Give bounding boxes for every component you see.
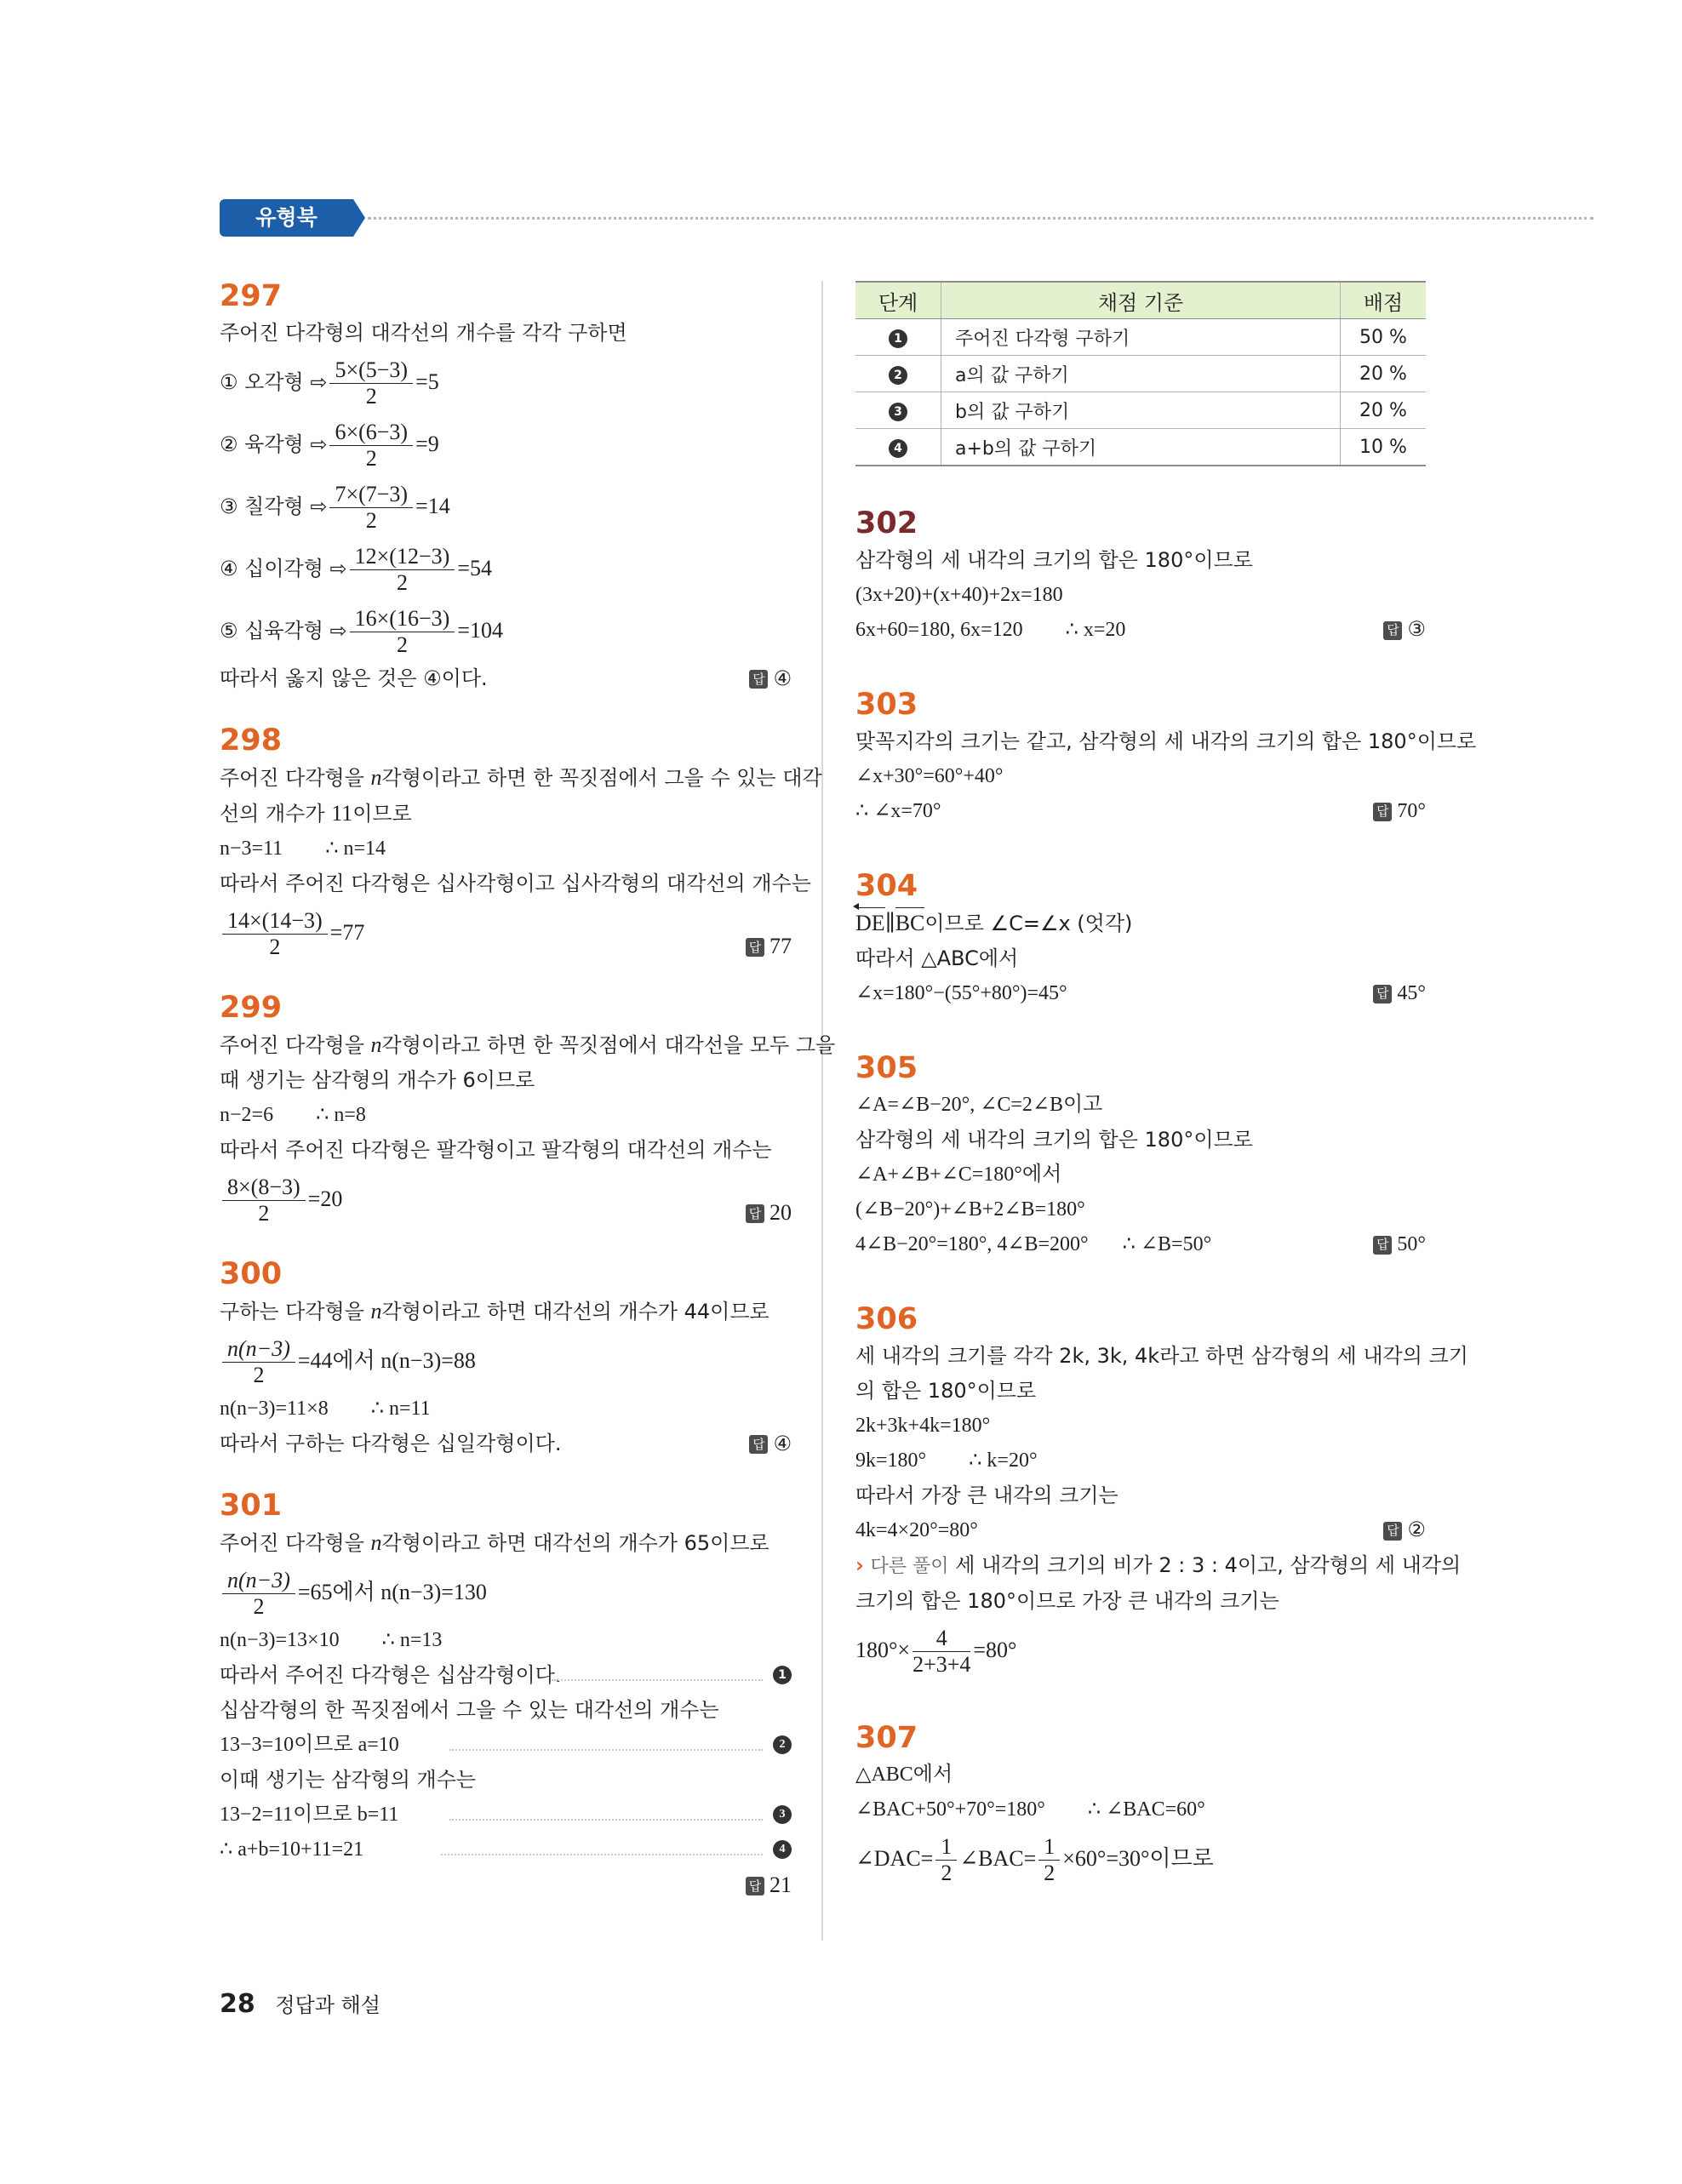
p297-option-row — [220, 537, 792, 599]
p300-answer: 답 ④ — [749, 1426, 792, 1461]
option-label: ⑤ 십육각형 ⇨ — [220, 619, 347, 643]
p298-fraction: $\frac{14\times(14-3)}{2}$ — [222, 910, 328, 958]
p299-fraction: $\frac{8\times(8-3)}{2}$ — [222, 1176, 306, 1225]
p307-line3: ∠DAC= $\frac{1}{2}$ ∠BAC= $\frac{1}{2}$ ×60°=30°이므로 — [855, 1833, 1214, 1885]
answer-icon: 답 — [749, 1435, 768, 1454]
criterion-cell: a+b의 값 구하기 — [941, 429, 1341, 466]
p302-line3: 6x+60=180, 6x=120 ∴ x=20 답 ③ — [855, 613, 1426, 648]
answer-icon: 답 — [746, 1877, 764, 1895]
p299-formula: $\frac{8\times(8-3)}{2}$ =20 답 20 — [220, 1168, 792, 1230]
leader-dots — [552, 1679, 763, 1681]
p298-line1: 주어진 다각형을 n각형이라고 하면 한 꼭짓점에서 그을 수 있는 대각 — [220, 765, 822, 790]
col-header-criterion: 채점 기준 — [941, 282, 1341, 319]
p300-formula: $\frac{n(n-3)}{2}$ =44에서 n(n−3)=88 — [220, 1329, 792, 1392]
step-cell — [855, 319, 941, 356]
p299-line3: n−2=6 ∴ n=8 — [220, 1104, 366, 1126]
problem-number-303: 303 — [855, 688, 918, 722]
p305-line2: 삼각형의 세 내각의 크기의 합은 180°이므로 — [855, 1128, 1253, 1152]
page-footer — [220, 1988, 380, 2019]
step-number-icon: 4 — [889, 439, 907, 458]
p300-line4: 따라서 구하는 다각형은 십일각형이다. 답 ④ — [220, 1426, 792, 1461]
p299-answer: 답 20 — [746, 1181, 792, 1244]
criterion-cell: b의 값 구하기 — [941, 392, 1341, 429]
p301-answer: 답 21 — [746, 1867, 792, 1903]
step-number-icon: 3 — [889, 403, 907, 421]
p299-line2: 때 생기는 삼각형의 개수가 6이므로 — [220, 1068, 535, 1092]
p304-answer: 답 45° — [1373, 976, 1426, 1011]
p301-line5: 십삼각형의 한 꼭짓점에서 그을 수 있는 대각선의 개수는 — [220, 1698, 719, 1722]
p307-fraction-2: $\frac{1}{2}$ — [1038, 1836, 1060, 1884]
p306-answer: 답 ② — [1383, 1513, 1426, 1548]
p306-alt-line1: › 다른 풀이 세 내각의 크기의 비가 2 : 3 : 4이고, 삼각형의 세 내각의 — [855, 1553, 1462, 1577]
p306-line4: 9k=180° ∴ k=20° — [855, 1449, 1038, 1472]
option-fraction: $\frac{7\times(7-3)}{2}$ — [329, 483, 413, 532]
problem-number-297: 297 — [220, 279, 283, 313]
p299-line1: 주어진 다각형을 n각형이라고 하면 한 꼭짓점에서 대각선을 모두 그을 — [220, 1032, 836, 1057]
step-3-icon: 3 — [773, 1805, 792, 1824]
p301-line6: 13−3=10이므로 a=10 2 — [220, 1728, 792, 1763]
p306-fraction: $\frac{4}{2+3+4}$ — [913, 1625, 971, 1677]
page-number: 28 — [220, 1989, 255, 2019]
book-title: 정답과 해설 — [275, 1993, 380, 2017]
answer-icon: 답 — [1373, 1236, 1392, 1255]
step-cell — [855, 356, 941, 392]
answer-icon: 답 — [1383, 621, 1402, 640]
problem-number-299: 299 — [220, 991, 283, 1025]
p298-line3: n−3=11 ∴ n=14 — [220, 838, 386, 860]
p306-alt-formula: 180°× $\frac{4}{2+3+4}$ =80° — [855, 1625, 1017, 1677]
p307-line2: ∠BAC+50°+70°=180° ∴ ∠BAC=60° — [855, 1798, 1205, 1821]
problem-number-302: 302 — [855, 506, 918, 540]
problem-number-300: 300 — [220, 1257, 283, 1291]
score-cell: 50 % — [1341, 319, 1427, 356]
col-header-score: 배점 — [1341, 282, 1427, 319]
p297-answer — [749, 661, 792, 696]
p301-line1: 주어진 다각형을 n각형이라고 하면 대각선의 개수가 65이므로 — [220, 1530, 769, 1555]
option-result: =104 — [457, 618, 503, 643]
p300-line1: 구하는 다각형을 n각형이라고 하면 대각선의 개수가 44이므로 — [220, 1299, 769, 1324]
p302-answer: 답 ③ — [1383, 613, 1426, 648]
scoring-table-row — [855, 429, 1426, 466]
problem-number-306: 306 — [855, 1302, 918, 1336]
step-number-icon: 2 — [889, 366, 907, 385]
p306-line3: 2k+3k+4k=180° — [855, 1415, 991, 1437]
p301-formula: $\frac{n(n-3)}{2}$ =65에서 n(n−3)=130 — [220, 1561, 792, 1623]
p298-answer: 답 77 — [746, 915, 792, 978]
p301-line9: ∴ a+b=10+11=21 4 — [220, 1832, 792, 1867]
p305-line1: ∠A=∠B−20°, ∠C=2∠B이고 — [855, 1094, 1103, 1116]
option-result: =5 — [415, 369, 439, 394]
left-column — [220, 277, 836, 1902]
p297-answer-value: ④ — [773, 666, 792, 690]
step-4-icon: 4 — [773, 1840, 792, 1859]
scoring-table-row — [855, 319, 1426, 356]
p298-formula: $\frac{14\times(14-3)}{2}$ =77 답 77 — [220, 901, 792, 963]
problem-number-301: 301 — [220, 1489, 283, 1523]
header-divider — [368, 217, 1593, 220]
p298-line2: 선의 개수가 11이므로 — [220, 801, 412, 826]
option-label: ④ 십이각형 ⇨ — [220, 557, 347, 580]
p306-line2: 의 합은 180°이므로 — [855, 1379, 1037, 1403]
alt-solution-label: 다른 풀이 — [870, 1556, 949, 1577]
section-tag: 유형북 — [220, 199, 353, 237]
p297-option-row — [220, 413, 792, 475]
score-cell: 20 % — [1341, 392, 1427, 429]
p303-line3: ∴ ∠x=70° 답 70° — [855, 794, 1426, 829]
p299-line4: 따라서 주어진 다각형은 팔각형이고 팔각형의 대각선의 개수는 — [220, 1138, 772, 1162]
scoring-table — [855, 281, 1426, 466]
option-label: ① 오각형 ⇨ — [220, 370, 328, 394]
segment-bc: BC — [895, 906, 925, 940]
p297-option-row — [220, 351, 792, 413]
option-fraction: $\frac{12\times(12-3)}{2}$ — [350, 546, 455, 594]
p305-line3: ∠A+∠B+∠C=180°에서 — [855, 1163, 1062, 1186]
option-result: =14 — [415, 494, 450, 518]
p297-options — [220, 351, 792, 661]
p300-fraction: $\frac{n(n-3)}{2}$ — [222, 1338, 295, 1386]
p301-line4: 따라서 주어진 다각형은 십삼각형이다. 1 — [220, 1658, 792, 1693]
p298-line4: 따라서 주어진 다각형은 십사각형이고 십사각형의 대각선의 개수는 — [220, 872, 811, 895]
p297-conclusion — [220, 661, 792, 696]
p301-line3: n(n−3)=13×10 ∴ n=13 — [220, 1629, 443, 1651]
option-result: =9 — [415, 432, 439, 456]
problem-number-305: 305 — [855, 1051, 918, 1085]
option-label: ③ 칠각형 ⇨ — [220, 495, 328, 518]
step-1-icon: 1 — [773, 1666, 792, 1684]
leader-dots — [449, 1749, 763, 1751]
line-de: DE — [855, 906, 885, 940]
leader-dots — [449, 1819, 763, 1821]
option-result: =54 — [457, 556, 492, 580]
criterion-cell: 주어진 다각형 구하기 — [941, 319, 1341, 356]
option-fraction: $\frac{16\times(16-3)}{2}$ — [350, 608, 455, 656]
p303-answer: 답 70° — [1373, 794, 1426, 829]
step-cell — [855, 429, 941, 466]
p301-fraction: $\frac{n(n-3)}{2}$ — [222, 1569, 295, 1618]
p304-line3: ∠x=180°−(55°+80°)=45° 답 45° — [855, 976, 1426, 1011]
p306-line1: 세 내각의 크기를 각각 2k, 3k, 4k라고 하면 삼각형의 세 내각의 크기 — [855, 1344, 1468, 1368]
p303-line1: 맞꼭지각의 크기는 같고, 삼각형의 세 내각의 크기의 합은 180°이므로 — [855, 729, 1477, 753]
p301-line7: 이때 생기는 삼각형의 개수는 — [220, 1768, 477, 1792]
scoring-table-header — [855, 282, 1426, 319]
p301-line8: 13−2=11이므로 b=11 3 — [220, 1798, 792, 1832]
p306-line6: 4k=4×20°=80° 답 ② — [855, 1513, 1426, 1548]
answer-icon: 답 — [1383, 1522, 1402, 1541]
p297-option-row — [220, 475, 792, 537]
criterion-cell: a의 값 구하기 — [941, 356, 1341, 392]
option-fraction: $\frac{5\times(5-3)}{2}$ — [329, 359, 413, 408]
p306-alt-line2: 크기의 합은 180°이므로 가장 큰 내각의 크기는 — [855, 1589, 1279, 1613]
p301-answer-line — [220, 1867, 792, 1902]
problem-number-304: 304 — [855, 869, 918, 903]
scoring-table-row — [855, 392, 1426, 429]
p307-fraction-1: $\frac{1}{2}$ — [935, 1836, 957, 1884]
option-label: ② 육각형 ⇨ — [220, 432, 328, 456]
answer-icon: 답 — [1373, 803, 1392, 821]
p307-line1: △ABC에서 — [855, 1764, 953, 1786]
score-cell: 20 % — [1341, 356, 1427, 392]
scoring-table-row — [855, 356, 1426, 392]
p305-answer: 답 50° — [1373, 1227, 1426, 1262]
option-fraction: $\frac{6\times(6-3)}{2}$ — [329, 421, 413, 470]
step-number-icon: 1 — [889, 329, 907, 348]
right-column — [855, 277, 1477, 1890]
p306-line5: 따라서 가장 큰 내각의 크기는 — [855, 1484, 1118, 1507]
p302-line1: 삼각형의 세 내각의 크기의 합은 180°이므로 — [855, 548, 1253, 572]
p297-intro: 주어진 다각형의 대각선의 개수를 각각 구하면 — [220, 321, 627, 345]
p300-line3: n(n−3)=11×8 ∴ n=11 — [220, 1398, 431, 1420]
answer-icon: 답 — [1373, 985, 1392, 1003]
problem-number-307: 307 — [855, 1721, 918, 1755]
leader-dots — [441, 1854, 763, 1855]
col-header-step: 단계 — [855, 282, 941, 319]
column-divider — [821, 281, 823, 1941]
p305-line4: (∠B−20°)+∠B+2∠B=180° — [855, 1198, 1085, 1221]
score-cell: 10 % — [1341, 429, 1427, 466]
p305-line5: 4∠B−20°=180°, 4∠B=200° ∴ ∠B=50° 답 50° — [855, 1227, 1426, 1262]
p297-conclusion-text: 따라서 옳지 않은 것은 ④이다. — [220, 666, 488, 690]
p302-line2: (3x+20)+(x+40)+2x=180 — [855, 584, 1063, 606]
p304-line1: DE∥BC이므로 ∠C=∠x (엇각) — [855, 906, 1426, 941]
chevron-right-icon: › — [855, 1553, 864, 1577]
answer-icon: 답 — [749, 670, 768, 689]
answer-icon: 답 — [746, 938, 764, 957]
answer-icon: 답 — [746, 1204, 764, 1223]
p304-line2: 따라서 △ABC에서 — [855, 946, 1019, 970]
step-cell — [855, 392, 941, 429]
problem-number-298: 298 — [220, 723, 283, 758]
p303-line2: ∠x+30°=60°+40° — [855, 765, 1004, 787]
step-2-icon: 2 — [773, 1735, 792, 1754]
p297-option-row — [220, 599, 792, 661]
